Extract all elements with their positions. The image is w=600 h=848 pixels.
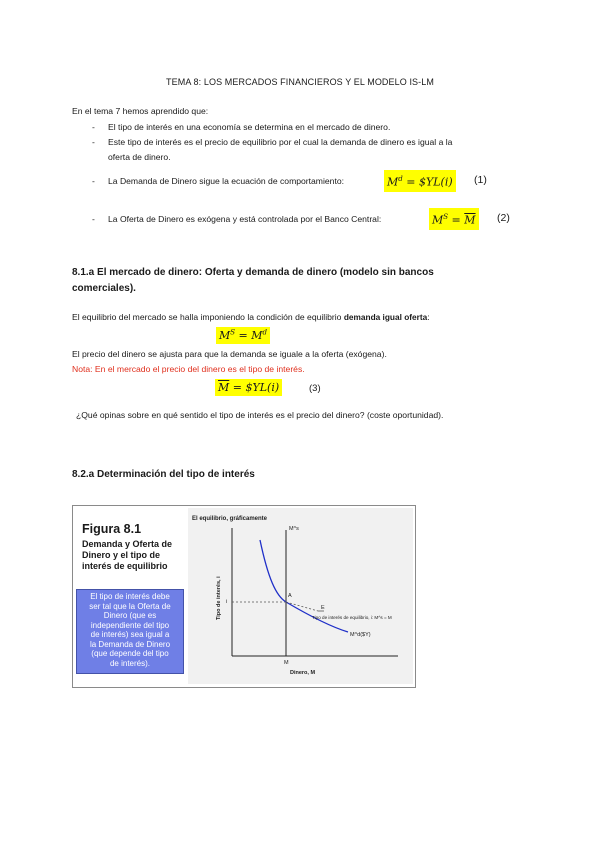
money-market-graph — [188, 508, 413, 684]
box-line: de interés) sea igual a — [90, 630, 170, 639]
page-title: TEMA 8: LOS MERCADOS FINANCIEROS Y EL MODELO IS-LM — [166, 77, 434, 87]
box-line: de interés). — [109, 658, 151, 668]
nota-paragraph — [72, 362, 542, 377]
nota-text: En el mercado el precio del dinero es el tipo de interés. — [92, 364, 305, 374]
i-label: i — [226, 599, 228, 605]
eq2-number: (2) — [497, 212, 510, 224]
bullet-list — [92, 120, 532, 165]
equilibrium-formula: $M^S = M^d$ — [216, 327, 270, 344]
bullet-text: Este tipo de interés es el precio de equilibrio por el cual la demanda de dinero es igual a la — [108, 137, 453, 147]
box-line: El tipo de interés debe — [90, 592, 170, 601]
box-line: ser tal que la Oferta de — [89, 601, 171, 611]
heading-line: 8.1.a El mercado de dinero: Oferta y demanda de dinero (modelo sin bancos — [72, 267, 434, 278]
eq1-formula: $M^d$ = $YL(i) — [384, 170, 456, 192]
graph-panel — [188, 508, 413, 684]
box-line: Dinero (que es — [103, 611, 157, 620]
para-text: : — [427, 312, 430, 322]
eq3-formula: $\overline{M}$ = $YL(i) — [215, 379, 282, 396]
bullet-dash: - — [92, 122, 95, 132]
figure-subtitle — [82, 539, 187, 572]
eq2-text: La Oferta de Dinero es exógena y está controlada por el Banco Central: — [108, 214, 382, 224]
annotation-leader — [286, 602, 318, 611]
equilibrium-equation — [216, 326, 270, 344]
bullet-dash: - — [92, 137, 95, 147]
section-heading-8-2: 8.2.a Determinación del tipo de interés — [72, 469, 255, 480]
supply-label: M^s — [289, 526, 299, 532]
explanation-box — [76, 589, 184, 674]
price-paragraph: El precio del dinero se ajusta para que la demanda se iguale a la oferta (exógena). — [72, 349, 387, 359]
explanation-text — [77, 590, 183, 668]
list-item — [92, 135, 532, 165]
bullet-text: El tipo de interés en una economía se determina en el mercado de dinero. — [108, 122, 391, 132]
point-a-label: A — [288, 593, 292, 599]
e-label: E — [321, 605, 325, 611]
eq2-formula: $M^S = \overline{M}$ — [429, 208, 479, 230]
box-line: independiente del tipo — [90, 620, 170, 630]
box-line: (que depende del tipo — [91, 649, 169, 658]
subtitle-line: interés de equilibrio — [82, 561, 168, 571]
equation-3 — [215, 379, 415, 399]
nota-label: Nota: — [72, 364, 93, 374]
y-axis-label: Tipo de interés, i — [216, 576, 222, 620]
para-bold-text: demanda igual oferta — [343, 312, 428, 322]
m-label: M — [284, 660, 289, 666]
equilibrium-paragraph — [72, 310, 542, 325]
section-heading-8-1 — [72, 265, 542, 297]
equation-line-2 — [92, 208, 542, 230]
equation-line-1 — [92, 170, 542, 192]
eq1-number: (1) — [474, 174, 487, 186]
list-item — [92, 120, 532, 135]
graph-caption: El equilibrio, gráficamente — [192, 516, 268, 522]
bullet-dash: - — [92, 176, 95, 186]
equilibrium-annotation: Tipo de interés de equilibrio, i: M^s = M — [312, 615, 392, 620]
subtitle-line: Demanda y Oferta de — [82, 539, 173, 549]
box-line: la Demanda de Dinero — [89, 639, 171, 649]
intro-text: En el tema 7 hemos aprendido que: — [72, 106, 209, 116]
para-text: El equilibrio del mercado se halla imponiendo la condición de equilibrio — [72, 312, 344, 322]
figure-title: Figura 8.1 — [82, 522, 142, 536]
bullet-dash: - — [92, 214, 95, 224]
bullet-text: oferta de dinero. — [108, 152, 171, 162]
x-axis-label: Dinero, M — [290, 670, 316, 676]
subtitle-line: Dinero y el tipo de — [82, 550, 161, 560]
demand-label: M^d($Y) — [350, 632, 371, 638]
eq3-number: (3) — [309, 383, 321, 394]
eq1-text: La Demanda de Dinero sigue la ecuación de comportamiento: — [108, 176, 344, 186]
heading-line: comerciales). — [72, 283, 136, 294]
figure-8-1 — [72, 505, 416, 688]
question-paragraph: ¿Qué opinas sobre en qué sentido el tipo de interés es el precio del dinero? (coste oportunidad). — [76, 410, 444, 420]
